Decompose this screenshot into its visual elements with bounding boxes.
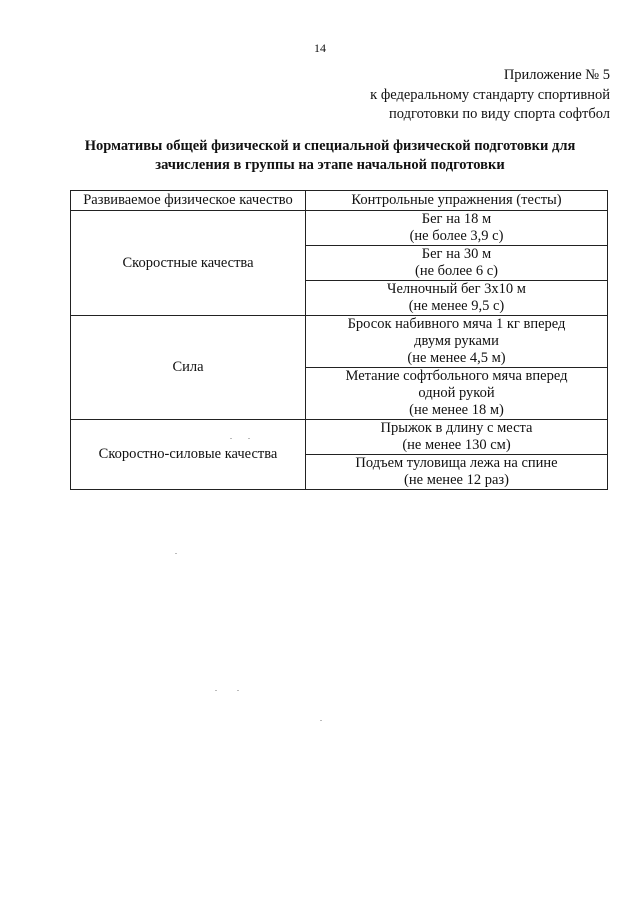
table-row	[71, 316, 608, 368]
title-line-1: Нормативы общей физической и специальной физической подготовки для	[84, 138, 576, 154]
test-line: Бег на 30 м	[421, 246, 492, 262]
test-cell	[306, 246, 608, 281]
test-line: (не менее 18 м)	[409, 402, 504, 418]
test-cell	[306, 368, 608, 420]
test-line: (не более 3,9 с)	[409, 228, 504, 244]
test-cell	[306, 455, 608, 490]
test-line: (не более 6 с)	[415, 263, 498, 279]
scan-speck	[215, 690, 217, 691]
test-line: (не менее 9,5 с)	[408, 298, 505, 314]
header-quality: Развиваемое физическое качество	[71, 191, 306, 211]
table-header-row	[71, 191, 608, 211]
scan-speck	[230, 438, 232, 439]
table-row	[71, 420, 608, 455]
document-title	[60, 137, 600, 175]
test-line: Метание софтбольного мяча вперед	[345, 368, 568, 384]
scan-speck	[237, 690, 239, 691]
quality-cell: Сила	[71, 316, 306, 420]
appendix-line-2: к федеральному стандарту спортивной	[370, 86, 610, 103]
test-line: одной рукой	[418, 385, 495, 401]
appendix-line-1: Приложение № 5	[503, 67, 610, 83]
test-line: (не менее 130 см)	[402, 437, 511, 453]
scan-speck	[248, 438, 250, 439]
test-cell	[306, 211, 608, 246]
test-line: (не менее 4,5 м)	[407, 350, 506, 366]
test-line: (не менее 12 раз)	[404, 472, 509, 488]
appendix-block	[370, 66, 610, 125]
test-cell	[306, 420, 608, 455]
quality-cell: Скоростные качества	[71, 211, 306, 316]
test-line: двумя руками	[414, 333, 499, 349]
norms-table	[70, 190, 608, 490]
quality-cell: Скоростно-силовые качества	[71, 420, 306, 490]
title-line-2: зачисления в группы на этапе начальной подготовки	[155, 157, 505, 173]
header-tests: Контрольные упражнения (тесты)	[306, 191, 608, 211]
test-line: Бег на 18 м	[421, 211, 492, 227]
test-line: Челночный бег 3х10 м	[387, 281, 526, 297]
test-line: Подъем туловища лежа на спине	[355, 455, 558, 471]
page-number: 14	[314, 41, 326, 55]
test-line: Бросок набивного мяча 1 кг вперед	[347, 316, 566, 332]
scan-speck	[175, 553, 177, 554]
table-row	[71, 211, 608, 246]
test-cell	[306, 281, 608, 316]
scan-speck	[320, 720, 322, 721]
table-body	[71, 211, 608, 490]
test-line: Прыжок в длину с места	[380, 420, 533, 436]
appendix-line-3: подготовки по виду спорта софтбол	[389, 106, 610, 122]
test-cell	[306, 316, 608, 368]
